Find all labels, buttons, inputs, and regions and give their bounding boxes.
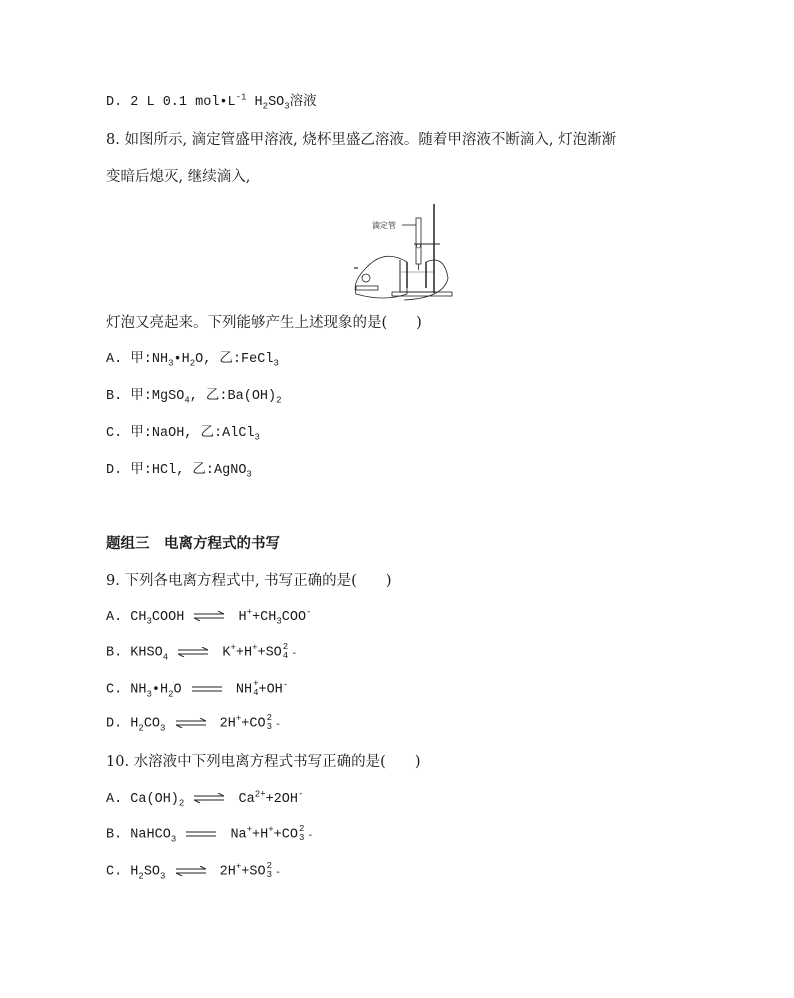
section-title: 题组三 电离方程式的书写 <box>106 536 280 552</box>
q9-option-a: A. $CH_3COOH$ $H^++CH_3COO^-$ <box>106 607 312 627</box>
q9-stem: 9. 下列各电离方程式中, 书写正确的是( ) <box>106 573 392 589</box>
equals-arrow-icon <box>192 684 222 694</box>
q8-option-b: B. 甲:MgSO$_4$, 乙$:Ba(OH)_2$ <box>106 389 282 406</box>
burette-label: 滴定管 <box>372 221 396 230</box>
reversible-arrow-icon <box>178 647 208 657</box>
reversible-arrow-icon <box>176 718 206 728</box>
q8-option-a: A. 甲$:NH_3•H_2O$, 乙:FeCl$_3$ <box>106 352 279 369</box>
q8-option-c: C. 甲:NaOH, 乙:AlCl$_3$ <box>106 426 260 443</box>
equals-arrow-icon <box>186 829 216 839</box>
q10-option-c: C. $H_2SO_3$ 2H++SO 2 3 - <box>106 861 281 882</box>
q9-option-b: B. $KHSO_4$ K++H++SO 2 4 - <box>106 642 298 663</box>
reversible-arrow-icon <box>176 866 206 876</box>
reversible-arrow-icon <box>194 611 224 621</box>
q8-option-d: D. 甲:HCl, 乙:AgNO$_3$ <box>106 463 252 480</box>
q10-stem: 10. 水溶液中下列电离方程式书写正确的是( ) <box>106 754 421 770</box>
option-d-prev: D. 2 L 0.1 $mol•L^{-1}$ $H_2SO_3$溶液 <box>106 92 317 112</box>
q9-option-d: D. $H_2CO_3$ 2H++CO 2 3 - <box>106 713 281 734</box>
q9-option-c: C. $NH_3•H_2O$ NH + 4 +OH- <box>106 679 289 700</box>
reversible-arrow-icon <box>194 793 224 803</box>
q8-stem-line3: 灯泡又亮起来。下列能够产生上述现象的是( ) <box>106 315 422 331</box>
q10-option-b: B. NaHCO$_3$ Na++H++CO 2 3 - <box>106 824 314 845</box>
q8-stem-line2: 变暗后熄灭, 继续滴入, <box>106 169 251 185</box>
titration-figure <box>344 198 460 306</box>
q8-stem-line1: 8. 如图所示, 滴定管盛甲溶液, 烧杯里盛乙溶液。随着甲溶液不断滴入, 灯泡渐渐 <box>106 132 617 148</box>
q10-option-a: A. $Ca(OH)_2$ $Ca^{2+}+2OH^-$ <box>106 789 304 809</box>
